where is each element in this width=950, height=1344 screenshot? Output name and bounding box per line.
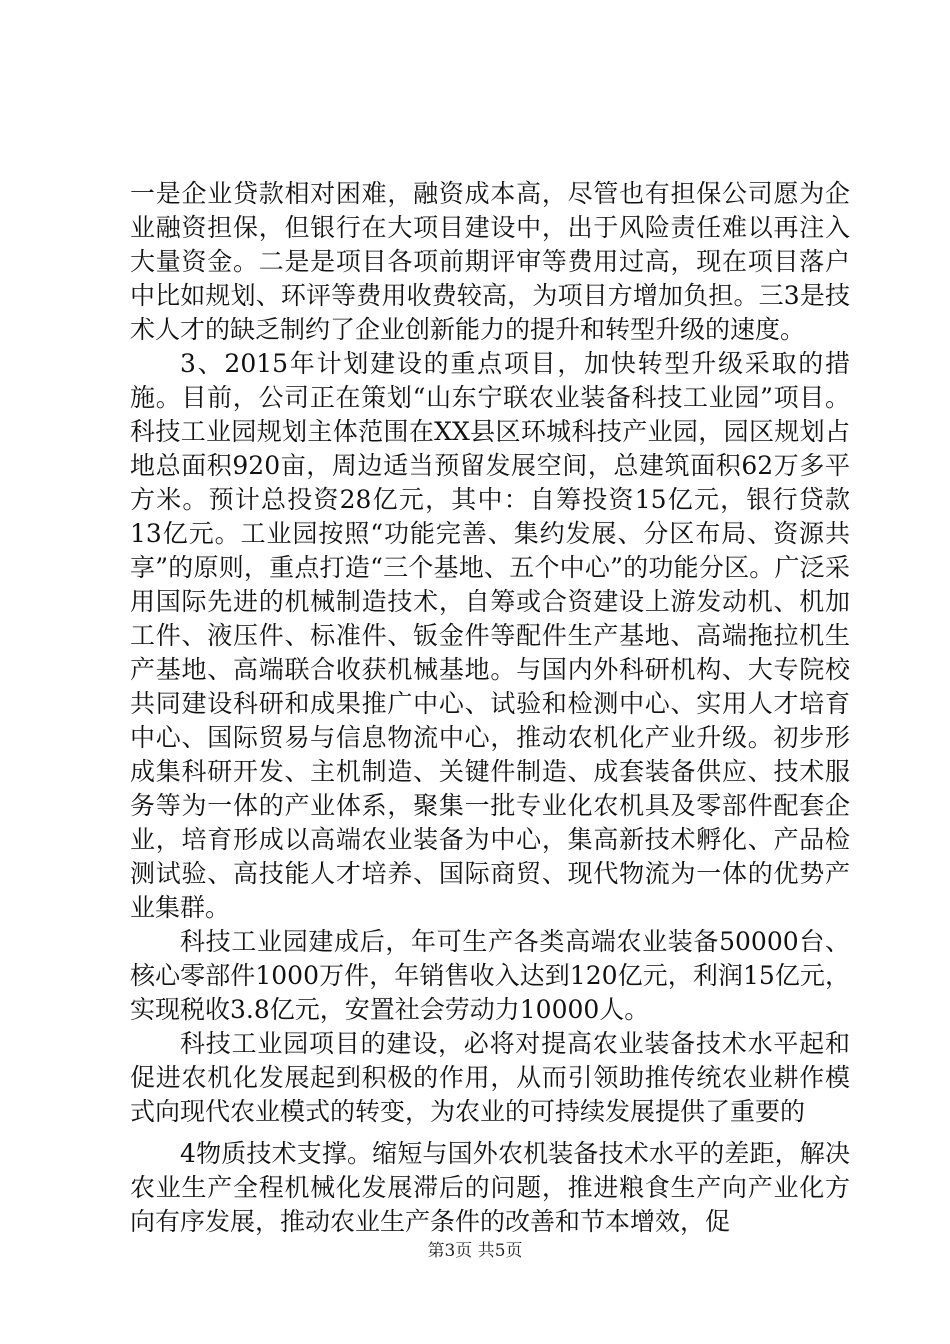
paragraph-technical-support: 4物质技术支撑。缩短与国外农机装备技术水平的差距，解决农业生产全程机械化发展滞后的问题，推进粮食生产向产业化方向有序发展，推动农业生产条件的改善和节本增效，促 (130, 1139, 850, 1236)
paragraph-park-output: 科技工业园建成后，年可生产各类高端农业装备50000台、核心零部件1000万件，年销售收入达到120亿元，利润15亿元，实现税收3.8亿元，安置社会劳动力10000人。 (130, 927, 850, 1024)
paragraph-financing-difficulties: 一是企业贷款相对困难，融资成本高，尽管也有担保公司愿为企业融资担保，但银行在大项目建设中，出于风险责任难以再注入大量资金。二是是项目各项前期评审等费用过高，现在项目落户中比如规划、环评等费用收费较高，为项目方增加负担。三3是技术人才的缺乏制约了企业创新能力的提升和转型升级的速度。 (130, 179, 850, 344)
paragraph-key-projects-2015: 3、2015年计划建设的重点项目，加快转型升级采取的措施。目前，公司正在策划“山东宁联农业装备科技工业园”项目。科技工业园规划主体范围在XX县区环城科技产业园，园区规划占地总面积920亩，周边适当预留发展空间，总建筑面积62万多平方米。预计总投资28亿元，其中：自筹投资15亿元，银行贷款13亿元。工业园按照“功能完善、集约发展、分区布局、资源共享”的原则，重点打造“三个基地、五个中心”的功能分区。广泛采用国际先进的机械制造技术，自筹或合资建设上游发动机、机加工件、液压件、标准件、钣金件等配件生产基地、高端拖拉机生产基地、高端联合收获机械基地。与国内外科研机构、大专院校共同建设科研和成果推广中心、试验和检测中心、实用人才培育中心、国际贸易与信息物流中心，推动农机化产业升级。初步形成集科研开发、主机制造、关键件制造、成套装备供应、技术服务等为一体的产业体系，聚集一批专业化农机具及零部件配套企业，培育形成以高端农业装备为中心，集高新技术孵化、产品检测试验、高技能人才培养、国际商贸、现代物流为一体的优势产业集群。 (130, 349, 850, 922)
paragraph-park-significance: 科技工业园项目的建设，必将对提高农业装备技术水平起和促进农机化发展起到积极的作用，从而引领助推传统农业耕作模式向现代农业模式的转变，为农业的可持续发展提供了重要的 (130, 1029, 850, 1126)
document-body (130, 177, 850, 1239)
page-number-footer: 第3页 共5页 (427, 1241, 523, 1261)
